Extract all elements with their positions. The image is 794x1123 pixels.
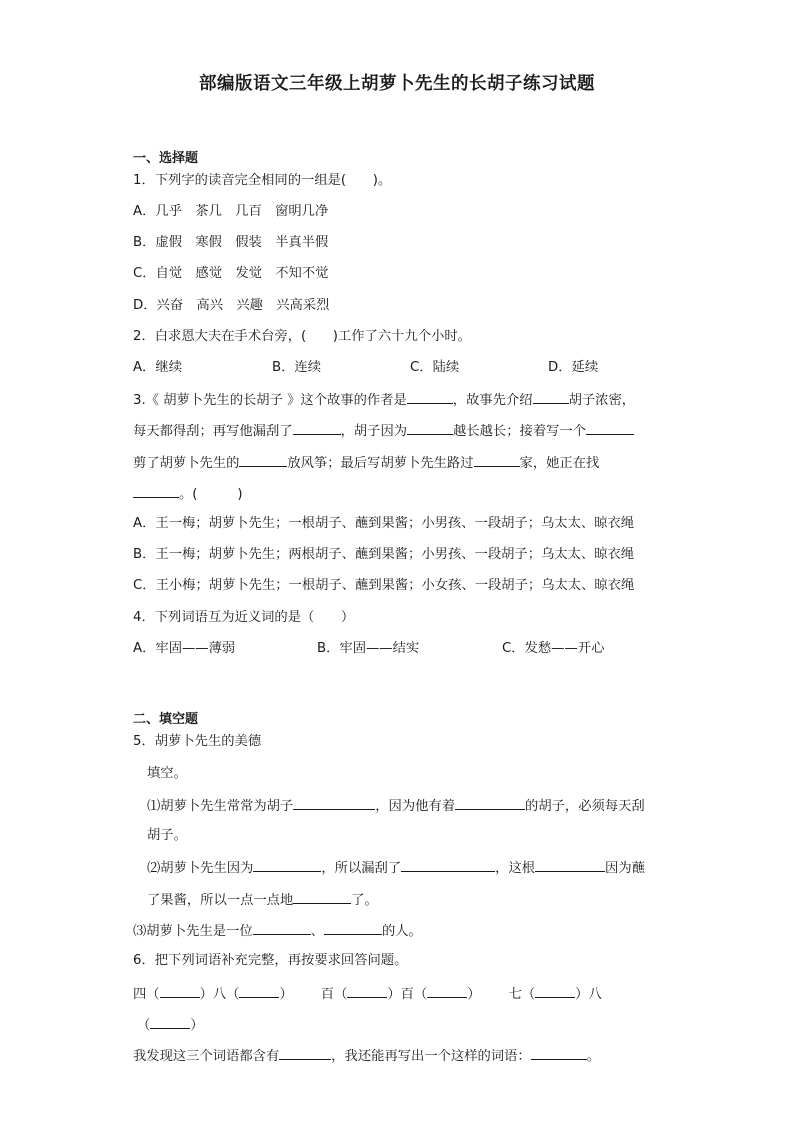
q3-line-3 xyxy=(133,453,599,473)
q3-blank-house[interactable] xyxy=(474,453,520,467)
q6-blank-8[interactable] xyxy=(531,1046,587,1060)
q6-text: 七（ xyxy=(508,987,536,1002)
q5-part3 xyxy=(133,921,422,941)
q5-text: 的人。 xyxy=(381,924,422,939)
q6-blank-3[interactable] xyxy=(347,984,387,998)
q5-text: ⑴胡萝卜先生常常为胡子 xyxy=(147,799,294,814)
q5-text: ⑵胡萝卜先生因为 xyxy=(147,861,254,876)
q5-part1-line2: 胡子。 xyxy=(147,828,187,843)
q2-option-b: B．连续 xyxy=(272,360,322,375)
q6-text: 百（ xyxy=(320,987,348,1002)
q4-option-b: B．牢固——结实 xyxy=(317,641,420,656)
q3-text: 放风筝；最后写胡萝卜先生路过 xyxy=(287,456,474,471)
q6-text: （ xyxy=(137,1018,151,1033)
q3-blank-author[interactable] xyxy=(407,390,453,404)
q3-line-1 xyxy=(133,390,635,410)
q6-text: ，我还能再写出一个这样的词语： xyxy=(331,1049,531,1064)
q6-text: 四（ xyxy=(133,987,160,1002)
q3-blank-reason[interactable] xyxy=(407,421,453,435)
q6-word-3 xyxy=(509,987,602,1002)
page-title: 部编版语文三年级上胡萝卜先生的长胡子练习试题 xyxy=(199,74,595,94)
q6-blank-2[interactable] xyxy=(239,984,279,998)
q5-part2-line2 xyxy=(147,890,378,910)
q1-option-d: D．兴奋 高兴 兴趣 兴高采烈 xyxy=(133,298,330,313)
q1-option-c: C．自觉 感觉 发觉 不知不觉 xyxy=(133,266,329,281)
q6-text: 我发现这三个词语都含有 xyxy=(133,1049,280,1064)
q3-blank-who[interactable] xyxy=(533,390,569,404)
q3-line-2 xyxy=(133,421,634,441)
q6-text: ）百（ xyxy=(387,987,428,1002)
q4-option-a: A．牢固——薄弱 xyxy=(133,641,236,656)
q6-words-line1 xyxy=(133,984,602,1004)
q3-text: 越长越长；接着写一个 xyxy=(453,424,587,439)
q3-option-a: A．王一梅；胡萝卜先生；一根胡子、蘸到果酱；小男孩、一段胡子；乌太太、晾衣绳 xyxy=(133,516,635,531)
q6-stem: 6．把下列词语补充完整，再按要求回答问题。 xyxy=(133,953,408,968)
q6-blank-5[interactable] xyxy=(535,984,575,998)
section-heading-choice: 一、选择题 xyxy=(133,151,199,166)
q5-text: 的胡子，必须每天刮 xyxy=(525,799,645,814)
q5-blank-3[interactable] xyxy=(253,858,321,872)
q6-text: ） xyxy=(190,1018,204,1033)
q3-text: 胡子浓密， xyxy=(568,393,636,408)
q1-option-b: B．虚假 寒假 假装 半真半假 xyxy=(133,235,329,250)
q6-words-line2 xyxy=(137,1015,204,1035)
q5-blank-8[interactable] xyxy=(324,921,382,935)
q6-text: ）八（ xyxy=(199,987,240,1002)
section-heading-fill: 二、填空题 xyxy=(133,712,199,727)
q2-option-c: C．陆续 xyxy=(410,360,460,375)
q6-text: ）八 xyxy=(575,987,602,1002)
q6-blank-7[interactable] xyxy=(279,1046,331,1060)
q5-text: 因为蘸 xyxy=(605,861,645,876)
q5-part1-line1 xyxy=(147,796,645,816)
q5-intro: 填空。 xyxy=(147,766,187,781)
q3-text: 每天都得刮；再写他漏刮了 xyxy=(133,424,293,439)
q5-text: 、 xyxy=(310,924,324,939)
q2-option-d: D．延续 xyxy=(548,360,599,375)
q5-text: ⑶胡萝卜先生是一位 xyxy=(133,924,253,939)
q3-text: 3.《 胡萝卜先生的长胡子 》这个故事的作者是 xyxy=(133,393,407,408)
q3-option-c: C．王小梅；胡萝卜先生；一根胡子、蘸到果酱；小女孩、一段胡子；乌太太、晾衣绳 xyxy=(133,578,635,593)
q5-blank-6[interactable] xyxy=(293,890,351,904)
q1-stem: 1．下列字的读音完全相同的一组是( )。 xyxy=(133,173,392,188)
q4-option-c: C．发愁——开心 xyxy=(502,641,605,656)
q5-blank-1[interactable] xyxy=(293,796,375,810)
q3-line-4 xyxy=(133,484,243,504)
q5-text: 了。 xyxy=(351,893,378,908)
q3-text: ，故事先介绍 xyxy=(452,393,533,408)
q5-text: ，因为他有着 xyxy=(375,799,456,814)
q5-stem: 5．胡萝卜先生的美德 xyxy=(133,734,262,749)
q3-blank-cut[interactable] xyxy=(239,453,287,467)
q3-blank-missed[interactable] xyxy=(293,421,341,435)
q3-blank-looking-for[interactable] xyxy=(133,484,179,498)
q3-option-b: B．王一梅；胡萝卜先生；两根胡子、蘸到果酱；小男孩、一段胡子；乌太太、晾衣绳 xyxy=(133,547,635,562)
q6-blank-4[interactable] xyxy=(427,984,467,998)
q3-blank-person[interactable] xyxy=(586,421,634,435)
q4-stem: 4．下列词语互为近义词的是（ ） xyxy=(133,610,355,625)
q3-text: ，胡子因为 xyxy=(340,424,408,439)
q5-text: ，这根 xyxy=(495,861,536,876)
q3-text: 剪了胡萝卜先生的 xyxy=(133,456,240,471)
q5-blank-7[interactable] xyxy=(253,921,311,935)
q5-text: ，所以漏刮了 xyxy=(321,861,402,876)
q6-blank-6[interactable] xyxy=(150,1015,190,1029)
q5-blank-2[interactable] xyxy=(455,796,525,810)
q6-find-line xyxy=(133,1046,600,1066)
q6-text: 。 xyxy=(586,1049,601,1064)
q6-text: ） xyxy=(279,987,293,1002)
q5-blank-4[interactable] xyxy=(401,858,495,872)
q5-text: 了果酱，所以一点一点地 xyxy=(147,893,294,908)
q6-word-1 xyxy=(133,987,293,1002)
q3-text: 家，她正在找 xyxy=(519,456,600,471)
q6-blank-1[interactable] xyxy=(160,984,200,998)
q2-option-a: A．继续 xyxy=(133,360,182,375)
q6-word-2 xyxy=(321,987,481,1002)
q3-text: 。( ) xyxy=(179,487,243,502)
q5-part2-line1 xyxy=(147,858,645,878)
q2-stem: 2．白求恩大夫在手术台旁，( )工作了六十九个小时。 xyxy=(133,329,471,344)
q6-text: ） xyxy=(467,987,481,1002)
q5-blank-5[interactable] xyxy=(535,858,605,872)
q1-option-a: A．几乎 茶几 几百 窗明几净 xyxy=(133,204,329,219)
